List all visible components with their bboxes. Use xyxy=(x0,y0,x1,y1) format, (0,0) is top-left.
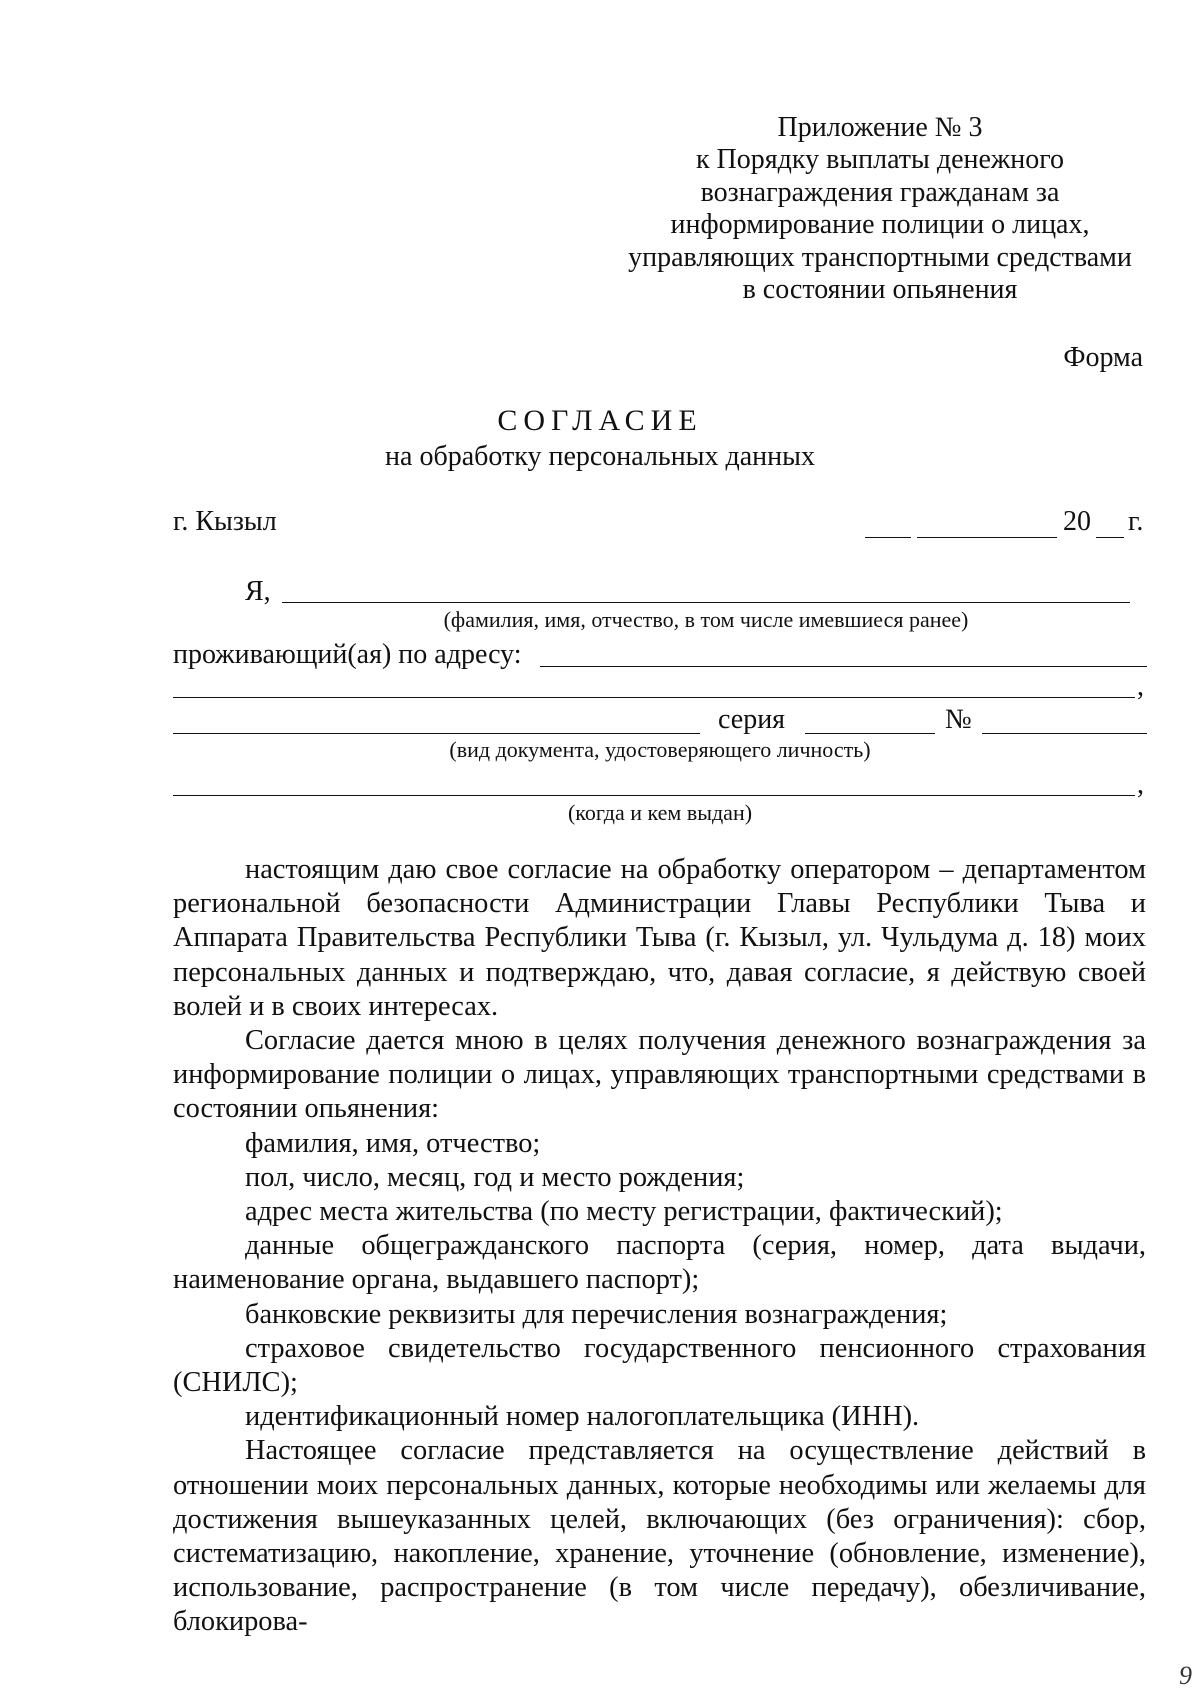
number-blank[interactable] xyxy=(982,733,1147,734)
paragraph: Настоящее согласие представляется на осуществление действий в отношении моих персональных данных, которые необходимы или желаемы для достижения вышеуказанных целей, включающих (без ограничения): сбор, систематизацию, накопление, хранение, уточнение (обновление, изменение), использование, распространение (в том числе передачу), обезличивание, блокирова- xyxy=(173,1435,1146,1638)
appendix-header xyxy=(600,112,1160,306)
series-blank[interactable] xyxy=(805,733,935,734)
list-item: фамилия, имя, отчество; xyxy=(245,1127,541,1159)
document-title: СОГЛАСИЕ xyxy=(497,404,703,437)
date-year-prefix: 20 xyxy=(1063,506,1091,537)
appendix-line: управляющих транспортными средствами xyxy=(628,241,1132,273)
comma: , xyxy=(1137,671,1144,702)
date-day-blank[interactable] xyxy=(865,537,911,538)
paragraph: настоящим даю свое согласие на обработку оператором – департаментом региональной безопасности Администрации Главы Республики Тыва и Аппарата Правительства Республики Тыва (г. Кызыл, ул. Чульдума д. 18) моих персональных данных и подтверждаю, что, давая согласие, я действую своей волей и в своих интересах. xyxy=(173,854,1146,1022)
name-caption: (фамилия, имя, отчество, в том числе имевшиеся ранее) xyxy=(443,607,969,632)
number-label: № xyxy=(945,704,972,735)
date-year-blank[interactable] xyxy=(1096,537,1124,538)
list-item: идентификационный номер налогоплательщика (ИНН). xyxy=(245,1401,920,1433)
title-block xyxy=(0,403,1200,475)
address-label: проживающий(ая) по адресу: xyxy=(173,639,522,670)
appendix-line: Приложение № 3 xyxy=(777,112,983,143)
city-label: г. Кызыл xyxy=(173,506,277,537)
appendix-line: к Порядку выплаты денежного xyxy=(695,144,1065,176)
appendix-line: в состоянии опьянения xyxy=(742,274,1018,306)
i-label: Я, xyxy=(245,576,271,607)
list-item: пол, число, месяц, год и место рождения; xyxy=(245,1161,745,1193)
appendix-line: вознаграждения гражданам за xyxy=(700,176,1060,208)
form-label: Форма xyxy=(1063,342,1143,373)
list-item: адрес места жительства (по месту регистрации, фактический); xyxy=(245,1196,1003,1228)
issued-by-blank[interactable] xyxy=(173,795,1135,796)
address-blank-2[interactable] xyxy=(173,697,1135,698)
address-blank[interactable] xyxy=(540,666,1147,667)
document-type-blank[interactable] xyxy=(173,733,700,734)
list-item: страховое свидетельство государственного пенсионного страхования (СНИЛС); xyxy=(173,1332,1146,1399)
date-month-blank[interactable] xyxy=(917,537,1057,538)
paragraph: Согласие дается мною в целях получения денежного вознаграждения за информирование полиции о лицах, управляющих транспортными средствами в состоянии опьянения: xyxy=(173,1025,1146,1125)
consent-body xyxy=(173,853,1146,1640)
document-caption: (вид документа, удостоверяющего личность) xyxy=(449,737,871,762)
date-year-suffix: г. xyxy=(1128,506,1144,537)
list-item: банковские реквизиты для перечисления вознаграждения; xyxy=(245,1298,948,1330)
comma: , xyxy=(1137,769,1144,800)
issued-caption: (когда и кем выдан) xyxy=(567,800,753,825)
page-mark: 9 xyxy=(1179,1661,1192,1690)
series-label: серия xyxy=(718,704,786,735)
full-name-blank[interactable] xyxy=(282,602,1130,603)
document-subtitle: на обработку персональных данных xyxy=(385,441,815,472)
appendix-line: информирование полиции о лицах, xyxy=(670,209,1090,241)
list-item: данные общегражданского паспорта (серия, номер, дата выдачи, наименование органа, выдавшего паспорт); xyxy=(173,1230,1146,1296)
